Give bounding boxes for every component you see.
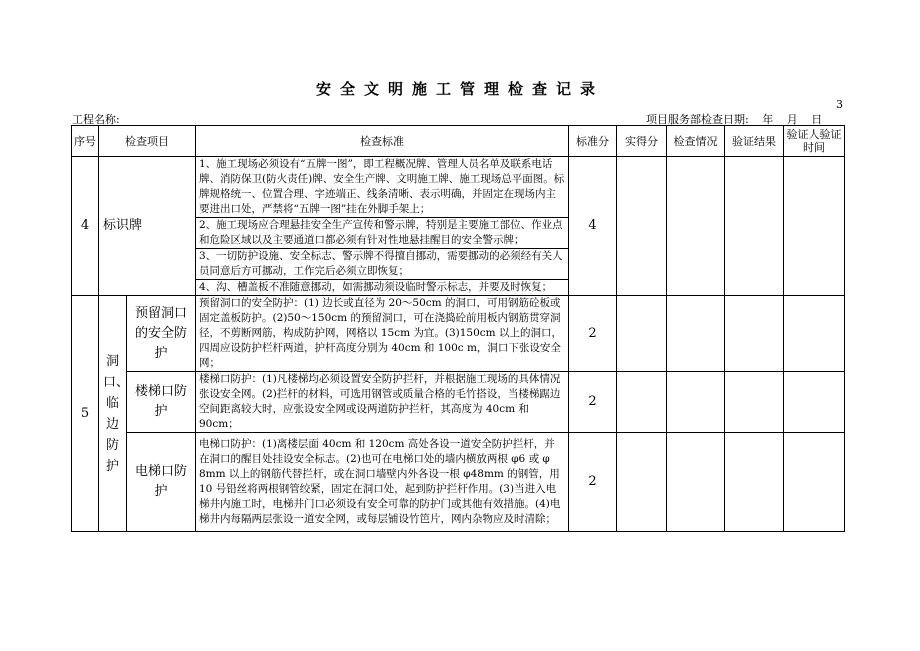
row5-result-1[interactable]: [725, 296, 784, 372]
header-standard: 检查标准: [196, 126, 569, 157]
page-title: 安全文明施工管理检查记录: [315, 80, 604, 98]
row5-result-3[interactable]: [725, 433, 784, 532]
project-name-label: 工程名称:: [72, 113, 120, 126]
row5-category: 洞口、临边防护: [99, 296, 127, 532]
row5-actual-3[interactable]: [617, 433, 667, 532]
row4-verifier[interactable]: [784, 157, 845, 296]
row5-situation-3[interactable]: [667, 433, 725, 532]
row5-actual-1[interactable]: [617, 296, 667, 372]
row4-actual[interactable]: [617, 157, 667, 296]
row5-subitem-3: 电梯口防护: [127, 433, 196, 532]
row5-verifier-2[interactable]: [784, 372, 845, 433]
table-row: [72, 433, 845, 532]
row5-verifier-3[interactable]: [784, 433, 845, 532]
row5-score-2: 2: [569, 372, 617, 433]
row5-standard-2: 楼梯口防护：(1)凡楼梯均必须设置安全防护拦杆，并根据施工现场的具体情况张设安全网。(2)拦杆的材料，可选用钢管或质量合格的毛竹搭设，当楼梯踞边空间距离较大时，应张设安全网或设两道防护拦杆，其高度为 40cm 和 90cm；: [196, 372, 569, 433]
row5-subitem-2: 楼梯口防护: [127, 372, 196, 433]
row4-standard-1: 1、施工现场必须设有“五牌一图”，即工程概况牌、管理人员名单及联系电话牌、消防保卫(防火责任)牌、安全生产牌、文明施工牌、施工现场总平面图。标牌规格统一、位置合理、字迹端正、线条清晰、表示明确，并固定在现场内主要进出口处，严禁将“五牌一图”挂在外脚手架上；: [196, 157, 569, 218]
inspection-table: [71, 125, 845, 532]
row5-score-3: 2: [569, 433, 617, 532]
header-verifier: 验证人验证时间: [784, 126, 845, 157]
table-row: [72, 296, 845, 372]
row4-standard-4: 4、沟、槽盖板不准随意挪动，如需挪动须设临时警示标志，并要及时恢复；: [196, 280, 569, 296]
row5-verifier-1[interactable]: [784, 296, 845, 372]
row4-standard-2: 2、施工现场应合理悬挂安全生产宣传和警示牌，特别是主要施工部位、作业点和危险区域以及主要通道口都必须有针对性地悬挂醒目的安全警示牌；: [196, 218, 569, 249]
row5-situation-2[interactable]: [667, 372, 725, 433]
row4-score: 4: [569, 157, 617, 296]
inspection-date-label: 项目服务部检查日期: 年 月 日: [646, 113, 823, 126]
page-number: 3: [836, 98, 843, 111]
header-result: 验证结果: [725, 126, 784, 157]
row5-actual-2[interactable]: [617, 372, 667, 433]
row4-result[interactable]: [725, 157, 784, 296]
row5-standard-3: 电梯口防护：(1)离楼层面 40cm 和 120cm 高处各设一道安全防护拦杆，并在洞口的醒目处挂设安全标志。(2)也可在电梯口处的墙内横放两根 φ6 或 φ 8mm 以上的钢筋代替拦杆，或在洞口墙壁内外各设一根 φ48mm 的钢管，用 10 号铅丝将两根钢管绞紧，固定在洞口处，起到防护拦杆作用。(3)当进入电梯井内施工时，电梯井门口必须设有安全可靠的防护门或其他有效措施。(4)电梯井内每隔两层张设一道安全网，或每层铺设竹笆片，网内杂物应及时清除；: [196, 433, 569, 532]
header-std-score: 标准分: [569, 126, 617, 157]
row4-situation[interactable]: [667, 157, 725, 296]
header-item: 检查项目: [99, 126, 196, 157]
row5-score-1: 2: [569, 296, 617, 372]
row4-standard-3: 3、一切防护设施、安全标志、警示牌不得擅自挪动，需要挪动的必须经有关人员同意后方可挪动，工作完后必须立即恢复；: [196, 249, 569, 280]
header-situation: 检查情况: [667, 126, 725, 157]
header-seq: 序号: [72, 126, 99, 157]
row5-subitem-1: 预留洞口的安全防护: [127, 296, 196, 372]
row5-result-2[interactable]: [725, 372, 784, 433]
row4-item: 标识牌: [99, 157, 196, 296]
header-row: [72, 126, 845, 157]
row5-seq: 5: [72, 296, 99, 532]
row4-seq: 4: [72, 157, 99, 296]
header-actual-score: 实得分: [617, 126, 667, 157]
table-row: [72, 157, 845, 218]
table-row: [72, 372, 845, 433]
row5-situation-1[interactable]: [667, 296, 725, 372]
row5-standard-1: 预留洞口的安全防护：(1) 边长或直径为 20～50cm 的洞口，可用钢筋砼板或固定盖板防护。(2)50～150cm 的预留洞口，可在浇捣砼前用板内钢筋贯穿洞径，不剪断网筋，构成防护网，网格以 15cm 为宜。(3)150cm 以上的洞口，四周应设防护栏杆两道，护杆高度分别为 40cm 和 100c m，洞口下张设安全网；: [196, 296, 569, 372]
